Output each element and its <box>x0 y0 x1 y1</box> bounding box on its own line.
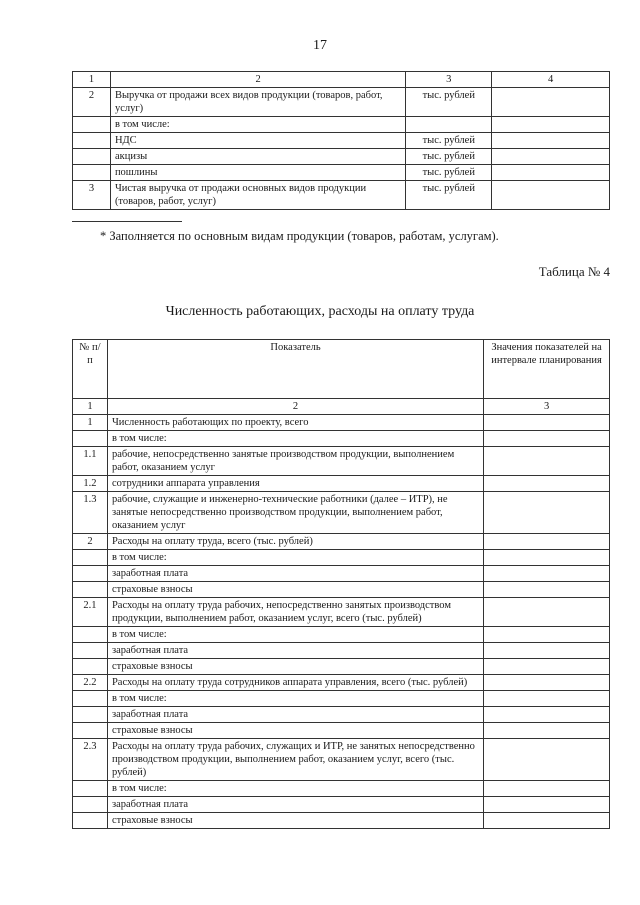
row-value <box>484 582 610 598</box>
row-name: в том числе: <box>110 117 405 133</box>
row-unit: тыс. рублей <box>406 181 492 210</box>
column-number-row <box>73 399 610 415</box>
row-value <box>492 117 610 133</box>
staff-table <box>72 339 610 829</box>
table-row <box>73 566 610 582</box>
row-name: пошлины <box>110 165 405 181</box>
table-row <box>73 627 610 643</box>
footnote: * Заполняется по основным видам продукции (товаров, работам, услугам). <box>100 229 499 243</box>
row-value <box>492 88 610 117</box>
row-unit: тыс. рублей <box>406 165 492 181</box>
row-number <box>73 582 108 598</box>
row-value <box>484 431 610 447</box>
row-number: 2.2 <box>73 675 108 691</box>
row-unit: тыс. рублей <box>406 88 492 117</box>
table-row <box>73 431 610 447</box>
row-number <box>73 723 108 739</box>
row-number <box>73 117 111 133</box>
table-row <box>73 813 610 829</box>
row-value <box>484 627 610 643</box>
row-number <box>73 431 108 447</box>
staff-table-body <box>73 415 610 829</box>
col-number-1: 1 <box>73 72 111 88</box>
table-row <box>73 133 610 149</box>
row-number <box>73 550 108 566</box>
row-value <box>484 550 610 566</box>
table-row <box>73 739 610 781</box>
table-title: Численность работающих, расходы на оплату труда <box>165 304 475 319</box>
table-row <box>73 149 610 165</box>
row-number <box>73 133 111 149</box>
row-value <box>492 133 610 149</box>
row-value <box>484 675 610 691</box>
row-text: заработная плата <box>107 643 483 659</box>
row-text: страховые взносы <box>107 659 483 675</box>
row-name: НДС <box>110 133 405 149</box>
row-unit: тыс. рублей <box>406 149 492 165</box>
table-row <box>73 476 610 492</box>
col-number-3: 3 <box>484 399 610 415</box>
row-number: 1 <box>73 415 108 431</box>
row-number <box>73 691 108 707</box>
table-header-row <box>73 72 610 88</box>
row-text: заработная плата <box>107 707 483 723</box>
row-value <box>484 707 610 723</box>
row-text: Расходы на оплату труда сотрудников аппарата управления, всего (тыс. рублей) <box>107 675 483 691</box>
col-number-4: 4 <box>492 72 610 88</box>
row-number <box>73 566 108 582</box>
row-number <box>73 813 108 829</box>
header-values: Значения показателей на интервале планирования <box>484 340 610 399</box>
col-number-2: 2 <box>110 72 405 88</box>
row-value <box>484 691 610 707</box>
row-text: в том числе: <box>107 431 483 447</box>
row-value <box>484 415 610 431</box>
row-unit <box>406 117 492 133</box>
row-value <box>484 781 610 797</box>
row-number <box>73 707 108 723</box>
table-row <box>73 165 610 181</box>
row-value <box>484 797 610 813</box>
col-number-2: 2 <box>107 399 483 415</box>
table-header-row <box>73 340 610 399</box>
row-value <box>484 813 610 829</box>
row-text: Численность работающих по проекту, всего <box>107 415 483 431</box>
table-row <box>73 582 610 598</box>
row-text: Расходы на оплату труда рабочих, непосредственно занятых производством продукции, выполнением работ, оказанием услуг, всего (тыс. рублей) <box>107 598 483 627</box>
row-value <box>484 739 610 781</box>
col-number-3: 3 <box>406 72 492 88</box>
row-text: сотрудники аппарата управления <box>107 476 483 492</box>
row-number: 2 <box>73 534 108 550</box>
row-text: в том числе: <box>107 550 483 566</box>
table-row <box>73 534 610 550</box>
row-text: страховые взносы <box>107 582 483 598</box>
table-number: Таблица № 4 <box>538 264 610 279</box>
row-number <box>73 149 111 165</box>
row-text: в том числе: <box>107 627 483 643</box>
row-number: 1.3 <box>73 492 108 534</box>
table-row <box>73 88 610 117</box>
row-text: рабочие, непосредственно занятые производством продукции, выполнением работ, оказанием услуг <box>107 447 483 476</box>
table-row <box>73 659 610 675</box>
row-value <box>484 643 610 659</box>
col-number-1: 1 <box>73 399 108 415</box>
row-value <box>492 149 610 165</box>
row-number: 1.2 <box>73 476 108 492</box>
table-row <box>73 797 610 813</box>
table-row <box>73 447 610 476</box>
table-row <box>73 550 610 566</box>
row-text: Расходы на оплату труда, всего (тыс. рублей) <box>107 534 483 550</box>
table-row <box>73 492 610 534</box>
page-number: 17 <box>313 38 327 53</box>
row-value <box>484 659 610 675</box>
table-row <box>73 781 610 797</box>
row-text: Расходы на оплату труда рабочих, служащих и ИТР, не занятых непосредственно производством продукции, выполнением работ, оказанием услуг, всего (тыс. рублей) <box>107 739 483 781</box>
row-number: 2.3 <box>73 739 108 781</box>
row-value <box>492 165 610 181</box>
row-number <box>73 643 108 659</box>
row-value <box>484 447 610 476</box>
row-name: акцизы <box>110 149 405 165</box>
footnote-separator <box>72 221 182 222</box>
table-row <box>73 598 610 627</box>
row-value <box>484 534 610 550</box>
row-text: заработная плата <box>107 797 483 813</box>
row-number <box>73 627 108 643</box>
header-indicator: Показатель <box>107 340 483 399</box>
row-number <box>73 165 111 181</box>
table-row <box>73 691 610 707</box>
row-value <box>484 566 610 582</box>
row-number: 2 <box>73 88 111 117</box>
row-number <box>73 659 108 675</box>
row-number <box>73 781 108 797</box>
row-value <box>492 181 610 210</box>
header-number: № п/п <box>73 340 108 399</box>
row-text: в том числе: <box>107 781 483 797</box>
table-row <box>73 181 610 210</box>
table-row <box>73 707 610 723</box>
table-row <box>73 723 610 739</box>
row-text: страховые взносы <box>107 723 483 739</box>
row-value <box>484 598 610 627</box>
row-number: 1.1 <box>73 447 108 476</box>
row-unit: тыс. рублей <box>406 133 492 149</box>
row-number: 2.1 <box>73 598 108 627</box>
row-number <box>73 797 108 813</box>
row-value <box>484 492 610 534</box>
table-row <box>73 643 610 659</box>
row-value <box>484 723 610 739</box>
table-row <box>73 415 610 431</box>
row-text: рабочие, служащие и инженерно-технические работники (далее – ИТР), не занятые непосредственно производством продукции, выполнением работ, оказанием услуг <box>107 492 483 534</box>
revenue-table <box>72 71 610 210</box>
table-row <box>73 675 610 691</box>
row-number: 3 <box>73 181 111 210</box>
row-text: в том числе: <box>107 691 483 707</box>
row-text: страховые взносы <box>107 813 483 829</box>
row-text: заработная плата <box>107 566 483 582</box>
table-row <box>73 117 610 133</box>
row-name: Чистая выручка от продажи основных видов продукции (товаров, работ, услуг) <box>110 181 405 210</box>
row-name: Выручка от продажи всех видов продукции (товаров, работ, услуг) <box>110 88 405 117</box>
row-value <box>484 476 610 492</box>
